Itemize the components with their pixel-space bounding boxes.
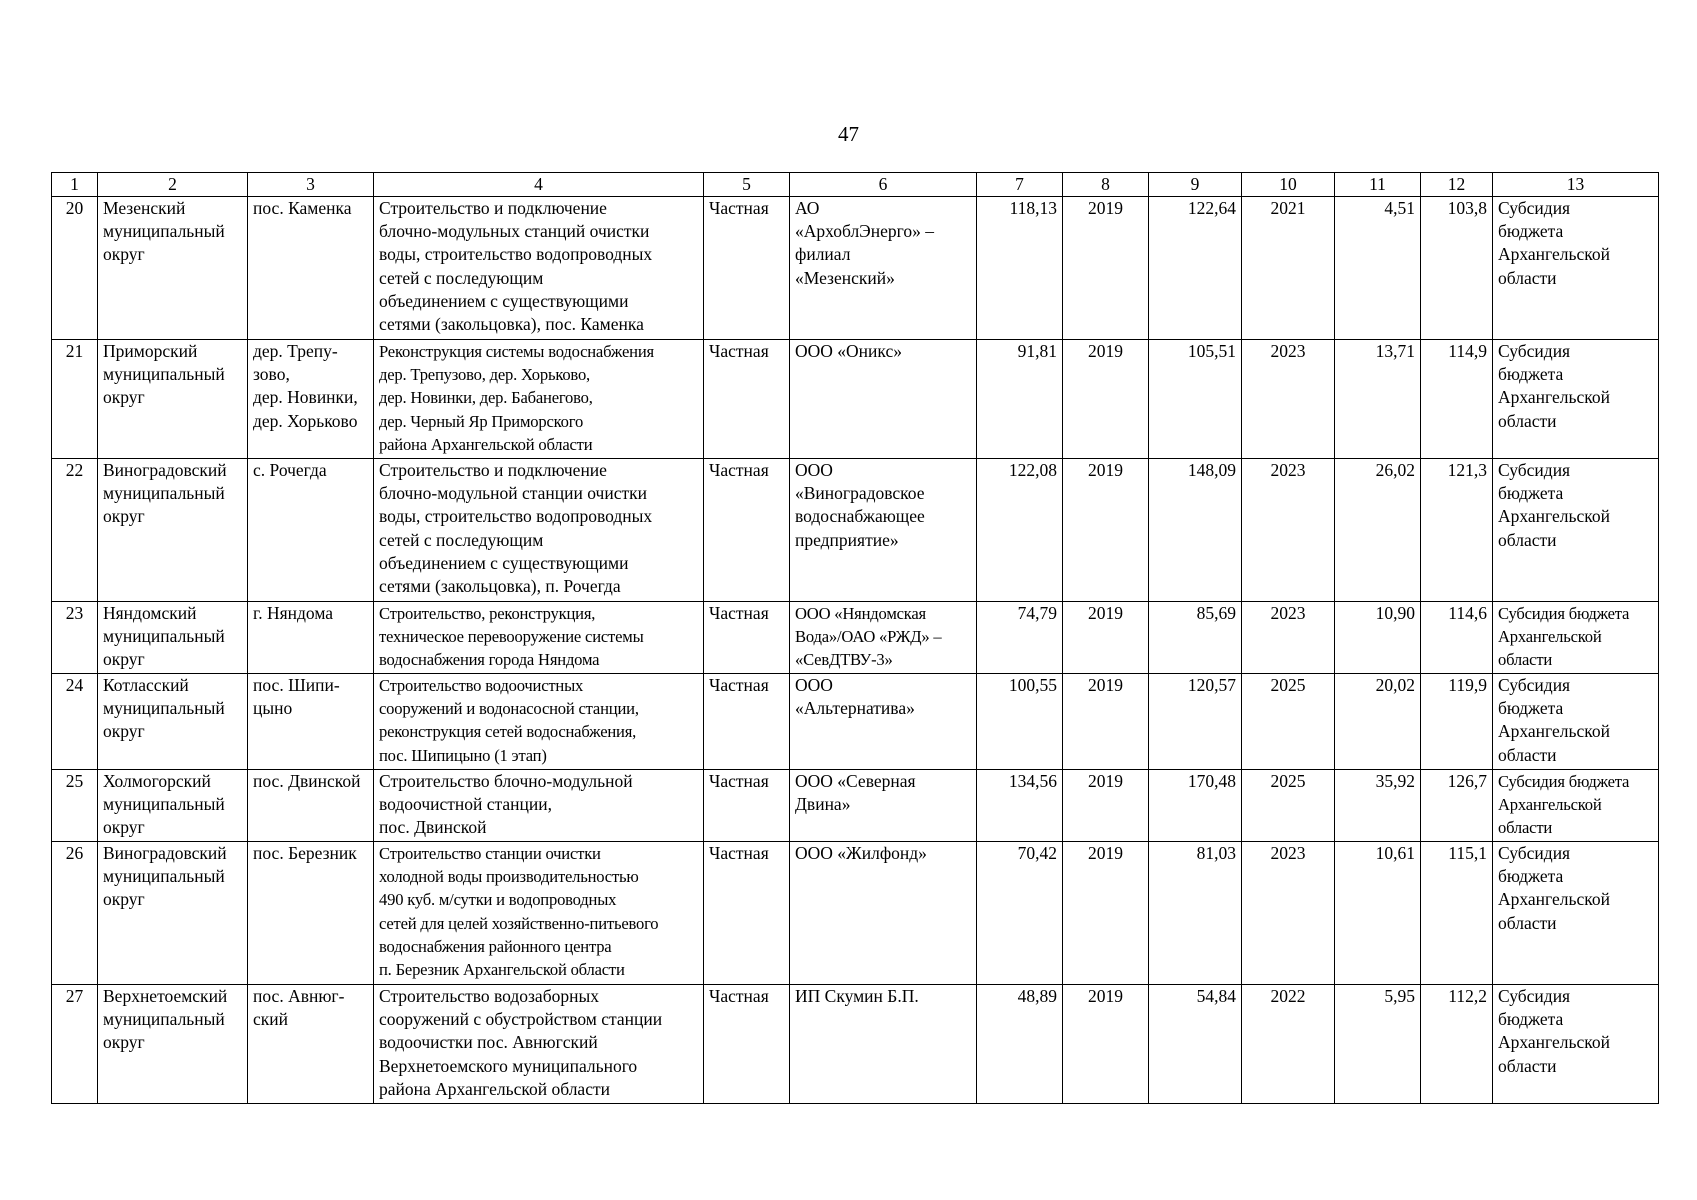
- value-cell: 170,48: [1149, 770, 1242, 842]
- row-number: 27: [52, 985, 98, 1104]
- operator-cell: ООО «Оникс»: [790, 340, 977, 459]
- operator-cell: АО «АрхоблЭнерго» – филиал «Мезенский»: [790, 197, 977, 340]
- column-header: 2: [98, 173, 248, 197]
- year-cell: 2019: [1063, 197, 1149, 340]
- row-number: 21: [52, 340, 98, 459]
- row-number: 23: [52, 602, 98, 674]
- column-header: 10: [1242, 173, 1335, 197]
- value-cell: 10,90: [1335, 602, 1421, 674]
- column-header: 13: [1493, 173, 1659, 197]
- value-cell: 26,02: [1335, 459, 1421, 602]
- value-cell: 118,13: [977, 197, 1063, 340]
- value-cell: 5,95: [1335, 985, 1421, 1104]
- value-cell: 114,6: [1421, 602, 1493, 674]
- year-cell: 2022: [1242, 985, 1335, 1104]
- year-cell: 2019: [1063, 602, 1149, 674]
- project-cell: Строительство водозаборных сооружений с обустройством станции водоочистки пос. Авнюгский Верхнетоемского муниципального района Архангельской области: [374, 985, 704, 1104]
- value-cell: 119,9: [1421, 674, 1493, 770]
- operator-cell: ООО «Виноградовское водоснабжающее предприятие»: [790, 459, 977, 602]
- table-row: [52, 674, 1659, 770]
- year-cell: 2023: [1242, 602, 1335, 674]
- district-cell: Котласский муниципальный округ: [98, 674, 248, 770]
- value-cell: 74,79: [977, 602, 1063, 674]
- ownership-cell: Частная: [704, 602, 790, 674]
- project-cell: Строительство станции очистки холодной воды производительностью 490 куб. м/сутки и водопроводных сетей для целей хозяйственно-питьевого водоснабжения районного центра п. Березник Архангельской области: [374, 842, 704, 985]
- value-cell: 35,92: [1335, 770, 1421, 842]
- operator-cell: ООО «Северная Двина»: [790, 770, 977, 842]
- value-cell: 91,81: [977, 340, 1063, 459]
- column-header: 9: [1149, 173, 1242, 197]
- project-cell: Строительство блочно-модульной водоочистной станции, пос. Двинской: [374, 770, 704, 842]
- funding-cell: Субсидия бюджета Архангельской области: [1493, 340, 1659, 459]
- funding-cell: Субсидия бюджета Архангельской области: [1493, 459, 1659, 602]
- district-cell: Няндомский муниципальный округ: [98, 602, 248, 674]
- year-cell: 2019: [1063, 842, 1149, 985]
- ownership-cell: Частная: [704, 674, 790, 770]
- table-row: [52, 340, 1659, 459]
- operator-cell: ООО «Альтернатива»: [790, 674, 977, 770]
- ownership-cell: Частная: [704, 842, 790, 985]
- table-row: [52, 770, 1659, 842]
- column-header: 8: [1063, 173, 1149, 197]
- locality-cell: г. Няндома: [248, 602, 374, 674]
- value-cell: 126,7: [1421, 770, 1493, 842]
- row-number: 26: [52, 842, 98, 985]
- column-header: 7: [977, 173, 1063, 197]
- district-cell: Виноградовский муниципальный округ: [98, 842, 248, 985]
- year-cell: 2019: [1063, 674, 1149, 770]
- ownership-cell: Частная: [704, 770, 790, 842]
- value-cell: 120,57: [1149, 674, 1242, 770]
- year-cell: 2019: [1063, 985, 1149, 1104]
- district-cell: Мезенский муниципальный округ: [98, 197, 248, 340]
- value-cell: 112,2: [1421, 985, 1493, 1104]
- year-cell: 2019: [1063, 459, 1149, 602]
- funding-cell: Субсидия бюджета Архангельской области: [1493, 674, 1659, 770]
- locality-cell: пос. Авнюг- ский: [248, 985, 374, 1104]
- operator-cell: ООО «Жилфонд»: [790, 842, 977, 985]
- value-cell: 103,8: [1421, 197, 1493, 340]
- value-cell: 4,51: [1335, 197, 1421, 340]
- year-cell: 2025: [1242, 770, 1335, 842]
- operator-cell: ООО «Няндомская Вода»/ОАО «РЖД» – «СевДТВУ-3»: [790, 602, 977, 674]
- ownership-cell: Частная: [704, 459, 790, 602]
- funding-cell: Субсидия бюджета Архангельской области: [1493, 770, 1659, 842]
- value-cell: 114,9: [1421, 340, 1493, 459]
- value-cell: 122,64: [1149, 197, 1242, 340]
- locality-cell: дер. Трепу- зово, дер. Новинки, дер. Хорьково: [248, 340, 374, 459]
- column-header: 6: [790, 173, 977, 197]
- table-row: [52, 985, 1659, 1104]
- value-cell: 105,51: [1149, 340, 1242, 459]
- project-cell: Реконструкция системы водоснабжения дер. Трепузово, дер. Хорьково, дер. Новинки, дер. Бабанегово, дер. Черный Яр Приморского района Архангельской области: [374, 340, 704, 459]
- district-cell: Приморский муниципальный округ: [98, 340, 248, 459]
- row-number: 22: [52, 459, 98, 602]
- column-header: 1: [52, 173, 98, 197]
- value-cell: 115,1: [1421, 842, 1493, 985]
- column-header: 12: [1421, 173, 1493, 197]
- value-cell: 13,71: [1335, 340, 1421, 459]
- funding-cell: Субсидия бюджета Архангельской области: [1493, 985, 1659, 1104]
- value-cell: 10,61: [1335, 842, 1421, 985]
- table-row: [52, 459, 1659, 602]
- ownership-cell: Частная: [704, 340, 790, 459]
- value-cell: 122,08: [977, 459, 1063, 602]
- district-cell: Верхнетоемский муниципальный округ: [98, 985, 248, 1104]
- value-cell: 85,69: [1149, 602, 1242, 674]
- data-table: [51, 172, 1659, 1104]
- table-row: [52, 602, 1659, 674]
- value-cell: 134,56: [977, 770, 1063, 842]
- funding-cell: Субсидия бюджета Архангельской области: [1493, 842, 1659, 985]
- column-header: 4: [374, 173, 704, 197]
- value-cell: 100,55: [977, 674, 1063, 770]
- value-cell: 20,02: [1335, 674, 1421, 770]
- district-cell: Виноградовский муниципальный округ: [98, 459, 248, 602]
- locality-cell: пос. Шипи- цыно: [248, 674, 374, 770]
- column-header: 11: [1335, 173, 1421, 197]
- locality-cell: пос. Березник: [248, 842, 374, 985]
- table-row: [52, 197, 1659, 340]
- year-cell: 2021: [1242, 197, 1335, 340]
- row-number: 24: [52, 674, 98, 770]
- district-cell: Холмогорский муниципальный округ: [98, 770, 248, 842]
- project-cell: Строительство, реконструкция, техническое перевооружение системы водоснабжения города Няндома: [374, 602, 704, 674]
- project-cell: Строительство и подключение блочно-модульных станций очистки воды, строительство водопроводных сетей с последующим объединением с существующими сетями (закольцовка), пос. Каменка: [374, 197, 704, 340]
- funding-cell: Субсидия бюджета Архангельской области: [1493, 602, 1659, 674]
- value-cell: 48,89: [977, 985, 1063, 1104]
- column-header: 5: [704, 173, 790, 197]
- operator-cell: ИП Скумин Б.П.: [790, 985, 977, 1104]
- year-cell: 2019: [1063, 770, 1149, 842]
- year-cell: 2023: [1242, 459, 1335, 602]
- project-cell: Строительство и подключение блочно-модульной станции очистки воды, строительство водопроводных сетей с последующим объединением с существующими сетями (закольцовка), п. Рочегда: [374, 459, 704, 602]
- value-cell: 54,84: [1149, 985, 1242, 1104]
- year-cell: 2019: [1063, 340, 1149, 459]
- year-cell: 2025: [1242, 674, 1335, 770]
- value-cell: 148,09: [1149, 459, 1242, 602]
- ownership-cell: Частная: [704, 985, 790, 1104]
- header-row: [52, 173, 1659, 197]
- page-number: 47: [838, 122, 859, 146]
- project-cell: Строительство водоочистных сооружений и водонасосной станции, реконструкция сетей водоснабжения, пос. Шипицыно (1 этап): [374, 674, 704, 770]
- value-cell: 70,42: [977, 842, 1063, 985]
- ownership-cell: Частная: [704, 197, 790, 340]
- column-header: 3: [248, 173, 374, 197]
- funding-cell: Субсидия бюджета Архангельской области: [1493, 197, 1659, 340]
- value-cell: 121,3: [1421, 459, 1493, 602]
- year-cell: 2023: [1242, 340, 1335, 459]
- row-number: 25: [52, 770, 98, 842]
- table-row: [52, 842, 1659, 985]
- locality-cell: пос. Каменка: [248, 197, 374, 340]
- year-cell: 2023: [1242, 842, 1335, 985]
- locality-cell: с. Рочегда: [248, 459, 374, 602]
- row-number: 20: [52, 197, 98, 340]
- locality-cell: пос. Двинской: [248, 770, 374, 842]
- value-cell: 81,03: [1149, 842, 1242, 985]
